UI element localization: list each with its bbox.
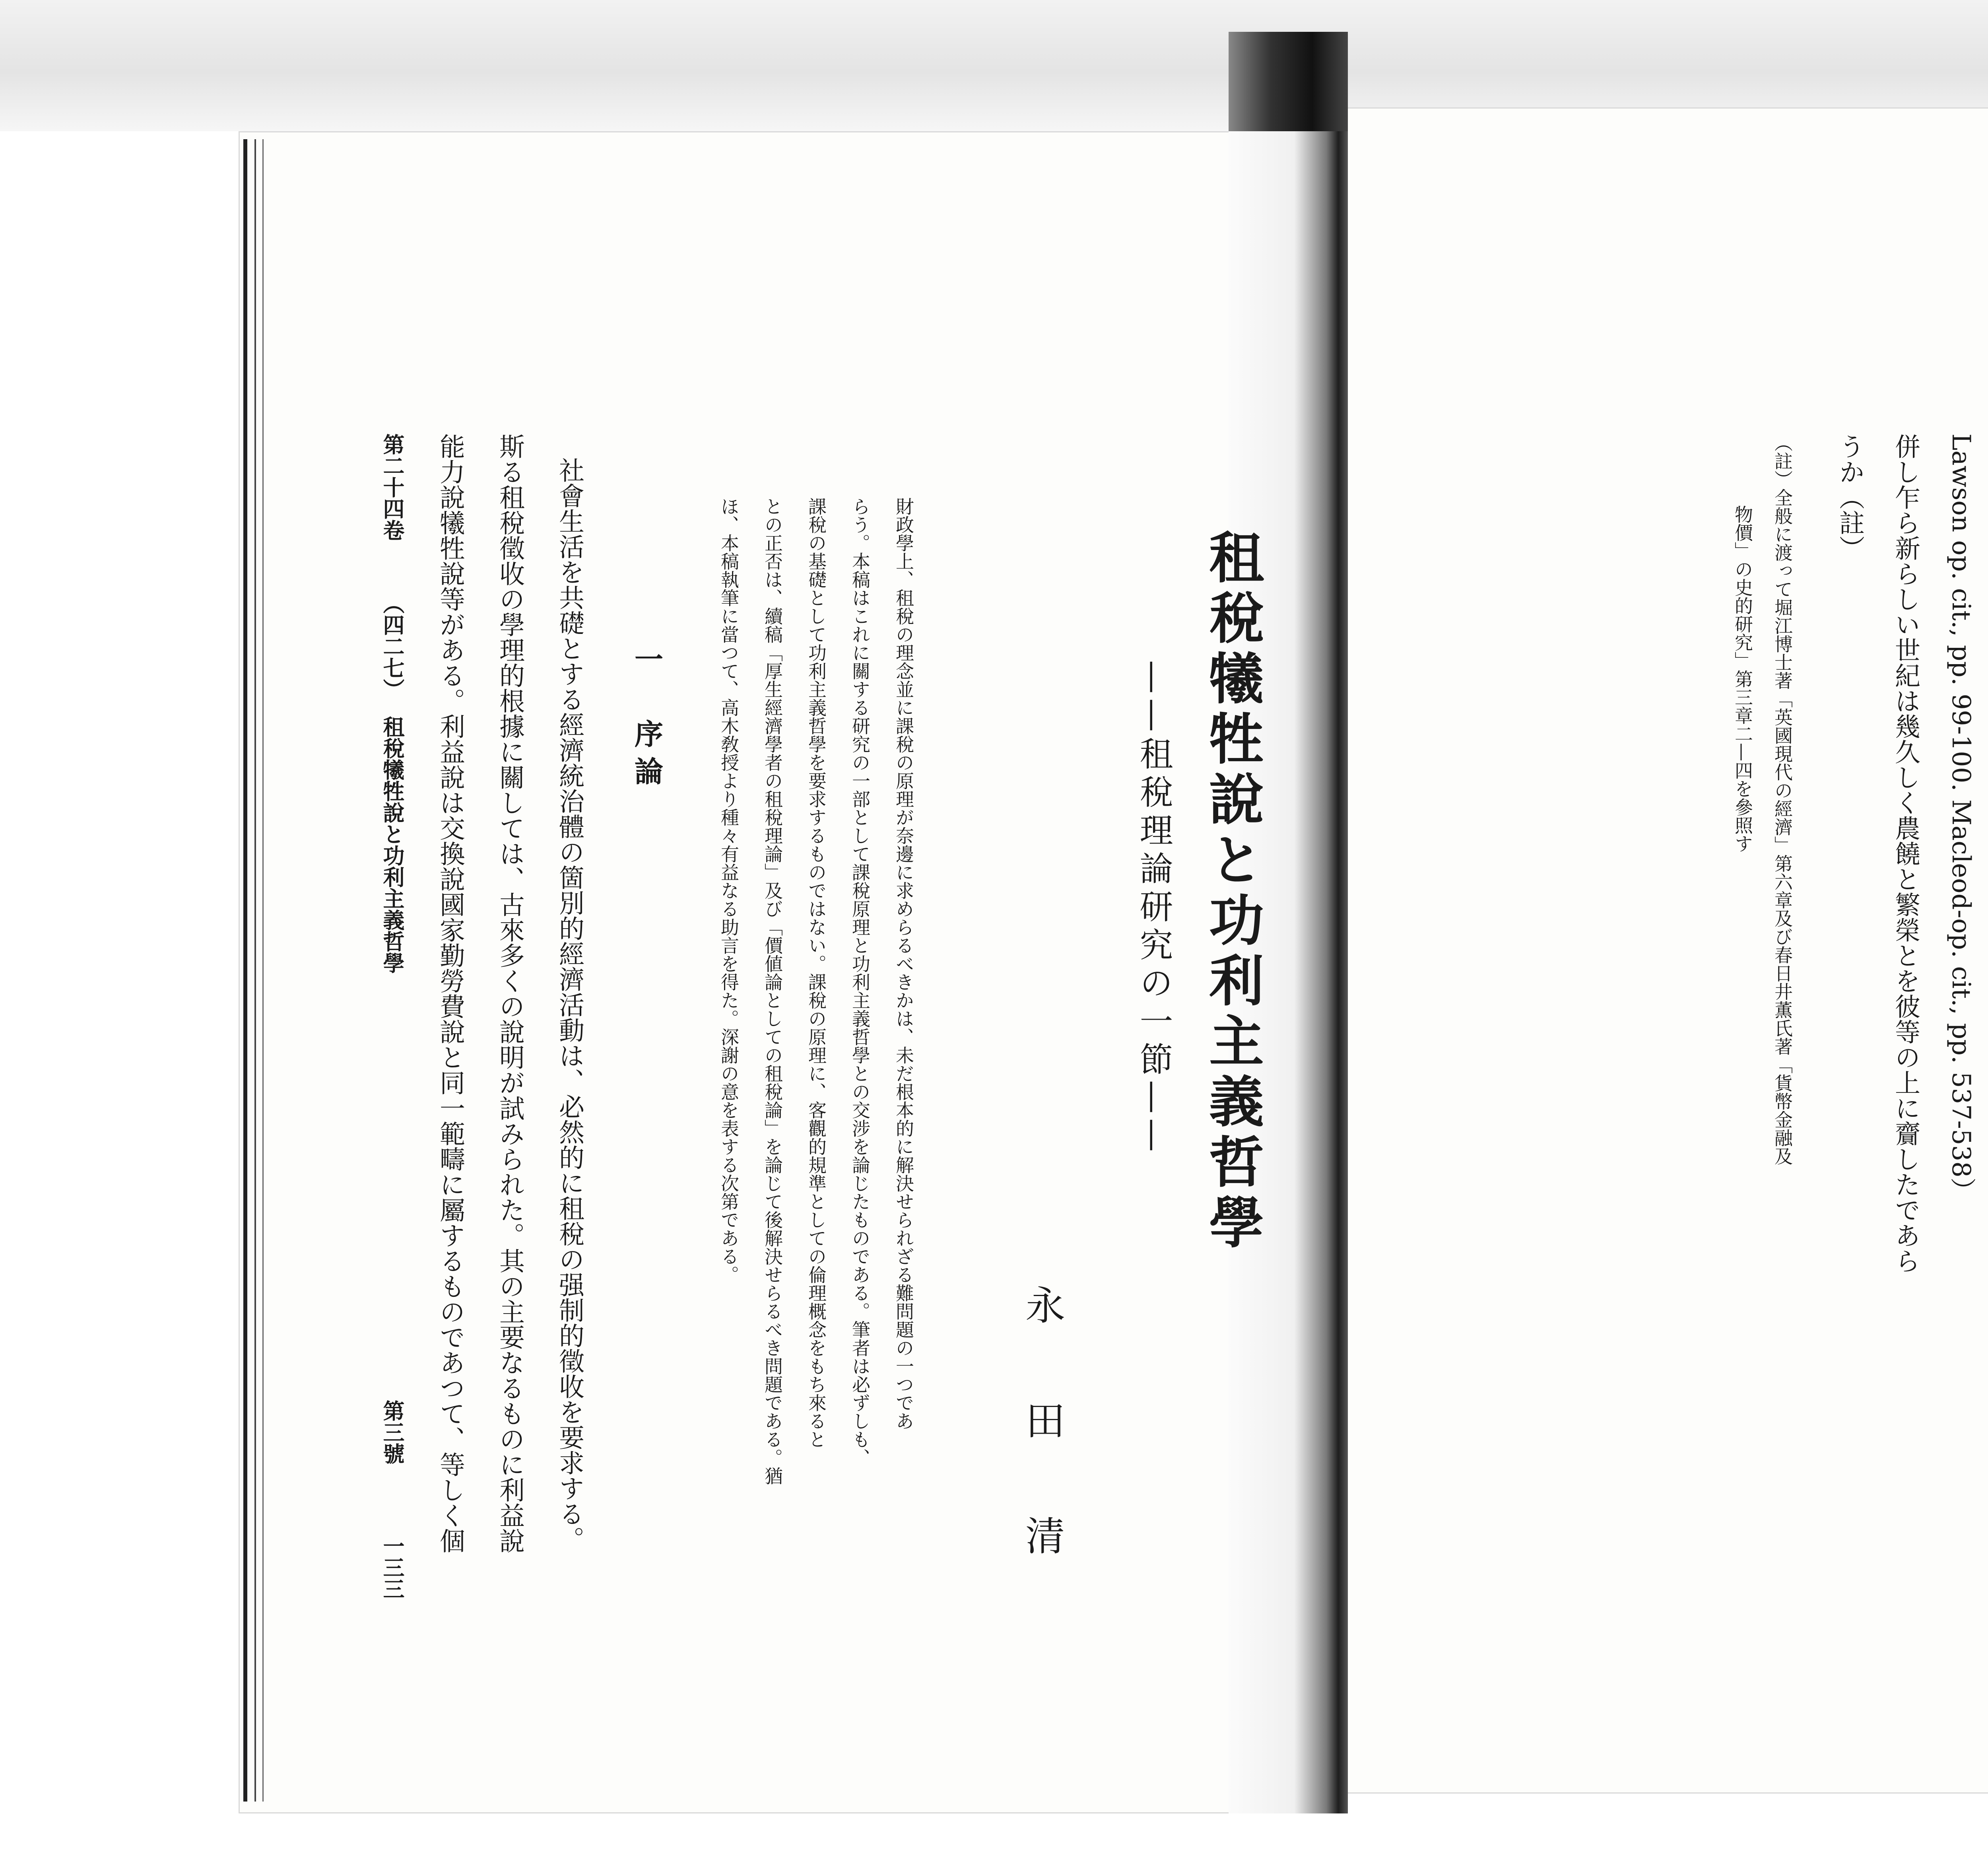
book-gutter-shadow [1229,32,1348,131]
article-subtitle: ——租稅理論研究の一節—— [1134,660,1173,1156]
body-text-line: うか（註） [1835,433,1864,561]
page-border-rule [254,139,256,1802]
preface-line: との正否は、續稿「厚生經濟學者の租稅理論」及び「價値論としての租稅論」を論じて後解決せらるべき問題である。猶 [762,497,783,1485]
running-footer-issue: 第三號 [380,1400,405,1464]
page-border-rule [243,139,247,1802]
author-name: 永田清 [1019,1285,1065,1631]
preface-line: ほ、本稿執筆に當つて、高木敎授より種々有益なる助言を得た。深謝の意を表する次第である。 [718,497,740,1284]
page-number: 一三三 [380,1535,405,1600]
body-text-line: 斯る租稅徵收の學理的根據に關しては、古來多くの說明が試みられた。其の主要なるものに利益說 [495,433,524,1553]
preface-line: らう。本稿はこれに關する研究の一部として課稅原理と功利主義哲學との交涉を論じたものである。筆者は必ずしも、 [849,497,871,1467]
body-text-line: Lawson op. cit., pp. 99-100. Macleod-op. cit., pp. 537-538） [1946,433,1976,1203]
preface-line: 課稅の基礎として功利主義哲學を要求するものではない。課稅の原理に、客觀的規準としての倫理概念をもち來ると [806,497,827,1448]
body-text-line: 能力說犧牲說等がある。利益說は交換說國家勤勞費說と同一範疇に屬するものであつて、等しく個 [435,433,465,1553]
section-heading: 一 序論 [630,644,664,794]
running-footer-title: 租稅犧牲說と功利主義哲學 [380,716,405,974]
page-border-rule [262,139,264,1802]
right-page [1336,107,1988,1794]
footnote-line: 物價」の史的研究」第三章二—四を參照す [1732,505,1753,853]
running-footer-volume: 第二十四卷 [380,433,405,541]
body-text-line: 社會生活を共礎とする經濟統治體の箇別的經濟活動は、必然的に租稅の强制的徵收を要求する。 [555,457,584,1552]
running-footer-page-number: （四二七） [380,593,405,700]
article-title: 租稅犧牲說と功利主義哲學 [1200,529,1265,1254]
preface-line: 財政學上、租稅の理念並に課稅の原理が奈邊に求めらるべきかは、未だ根本的に解決せられざる難問題の一つであ [893,497,914,1430]
body-text-line: 併し乍ら新らしい世紀は幾久しく農饒と繁榮とを彼等の上に齎したであら [1891,433,1920,1273]
footnote-line: （註）全般に渡って堀江博士著「英國現代の經濟」第六章及び春日井薫氏著「貨幣金融及 [1772,433,1793,1165]
